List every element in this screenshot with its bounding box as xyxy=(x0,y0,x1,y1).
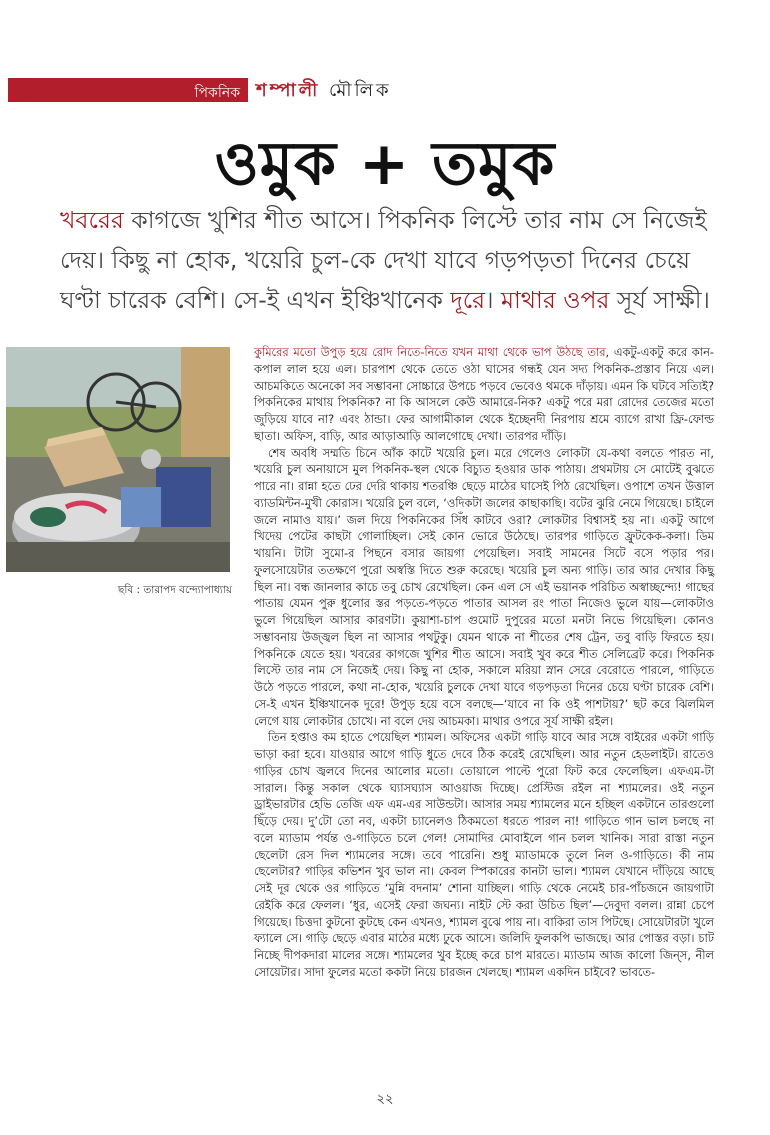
paragraph-3: তিন হপ্তাও কম হাতে পেয়েছিল শ্যামল। অফিসের একটা গাড়ি যাবে আর সঙ্গে বাইরের একটা গাড়ি ভাড়া করা হবে। যাওয়ার আগে গাড়ি ধুতে দেবে ঠিক করেই রেখেছিল। আর নতুন হেডলাইট। রাতেও গাড়ির চোখ জ্বলবে দিনের আলোর মতো। তোয়ালে পাল্টে পুরো ফিট করে ফেলেছিল। এফএম-টা সারাল। কিন্তু সকাল থেকে ঘ্যাসঘ্যাস আওয়াজ দিচ্ছে। প্রেস্টিজ রইল না শ্যামলের। ওই নতুন ড্রাইভারটার হেভি তেজি এফ এম-এর সাউন্ডটা। আসার সময় শ্যামলের মনে হচ্ছিল একটানে তারগুলো ছিঁড়ে দেয়। দু’টো তো নব, একটা চ্যানেলও ঠিকমতো ধরতে পারল না! গাড়িতে গান ভাল চলছে না বলে ম্যাডাম পর্যন্ত ও-গাড়িতে চলে গেল! সোমাদির মোবাইলে গান চলল খানিক। সারা রাস্তা নতুন ছেলেটা রেস দিল শ্যামলের সঙ্গে। তবে পারেনি। শুধু ম্যাডামকে তুলে নিল ও-গাড়িতে। কী নাম ছেলেটার? গাড়ির কভিশন খুব ভাল না। কেবল স্পিকারের কানটা ভাল। শ্যামল যেখানে দাঁড়িয়ে আছে সেই দূর থেকে ওর গাড়িতে ‘মুন্নি বদনাম’ শোনা যাচ্ছিল। গাড়ি থেকে নেমেই চার-পাঁচজনে জায়গাটা রেইকি করে ফেলল। ‘ধুর, এসেই ফেরা জঘন্য। নাইট স্টে করা উচিত ছিল’—দেবুদা বলল। রান্না চেপে গিয়েছে। চিত্তদা কুটনো কুটছে কেন এখনও, শ্যামল বুঝে পায় না। বাকিরা তাস পিটছে। সোয়েটারটা খুলে ফ্যালে সে। গাড়ি ছেড়ে এবার মাঠের মধ্যে ঢুকে আসে। জলিদি ফুলকপি ভাজছে। আর পোস্তর বড়া। চাট নিচ্ছে দীপকদারা মালের সঙ্গে। শ্যামলের খুব ইচ্ছে করে চাপ মারতে। ম্যাডাম আজ কালো জিন্‌স, নীল সোয়েটার। সাদা ফুলের মতো ককটা নিয়ে চারজন খেলছে। শ্যামল একদিন চাইবে? ভাবতে- xyxy=(254,730,714,979)
intro-highlight-2: মাথার ওপর xyxy=(500,286,610,314)
author-last-name: মৌলিক xyxy=(329,80,392,101)
intro-part2: । xyxy=(485,286,501,314)
article-title: ওমুক + তমুক xyxy=(214,129,556,199)
picnic-photo xyxy=(6,347,230,572)
intro-highlight-1: দূরে xyxy=(450,286,486,314)
page-number: ২২ xyxy=(376,1092,394,1107)
article-lead-phrase: কুমিরের মতো উপুড় হয়ে রোদ নিতে-নিতে যখন মাথা থেকে ভাপ উঠছে তার xyxy=(254,345,606,359)
paragraph-2: শেষ অবধি সম্মতি চিনে আঁক কাটে খয়েরি চুল। মরে গেলেও লোকটা যে-কথা বলতে পারত না, খয়েরি চুল অনায়াসে মুল পিকনিক-স্থল থেকে বিচ্যুত হওয়ার ডাক পাঠায়। প্রথমটায় সে মোটেই বুঝতে পারে না। রান্না হতে ঢের দেরি থাকায় শতরঞ্চি ছেড়ে মাঠের ঘাসেই পিঠ রেখেছিল। ওপাশে তখন উত্তাল ব্যাডমিন্টন-মুখী কোরাস। খয়েরি চুল বলে, ‘ওদিকটা জলের কাছাকাছি। বটের ঝুরি নেমে গিয়েছে। চাইলে জলে নামাও যায়।’ জল দিয়ে পিকনিকের সিঁধ কাটবে ওরা? লোকটার বিশ্বাসই হয় না। একটু আগে খিদেয় পেটের কাছটা গোলাচ্ছিল। সেই কোন ভোরে উঠেছে। তারপর গাড়িতে ফ্রুটকেক-কলা। ডিম খায়নি। টাটা সুমো-র পিছনে বসার জায়গা পেয়েছিল। সবাই সামনের সিটে বসে পড়ার পর। ফুলসোয়েটার ততক্ষণে পুরো অস্বস্তি দিতে শুরু করেছে। খয়েরি চুল অন্য গাড়ি। তার আর দেখার কিছু ছিল না। বন্ধ জানলার কাচে তবু চোখ রেখেছিল। কেন এল সে এই ভয়ানক পরিচিত অস্বাচ্ছন্দ্যে! গাছের পাতায় যেমন পুরু ধুলোর স্তর পড়তে-পড়তে পাতার আসল রং পাতা নিজেও ভুলে যায়—লোকটাও ভুলে গিয়েছিল আসার কারণটা। কুয়াশা-চাপ গুমোট দুপুরের মতো মনটা নিভে গিয়েছিল। কোনও সম্ভাবনায় উজ্জ্বল ছিল না আসার পথটুকু। যেমন থাকে না শীতের শেষ ট্রেন, তবু বাড়ি ফিরতে হয়। পিকনিকে যেতে হয়। খবরের কাগজে খুশির শীত আসে। সবাই খুব করে শীত সেলিব্রেট করে। পিকনিক লিস্টে তার নাম সে নিজেই দেয়। কিছু না হোক, সকালে মরিয়া স্নান সেরে বেরোতে পারলে, গাড়িতে উঠে পড়তে পারলে, কথা না-হোক, খয়েরি চুলকে দেখা যাবে গড়পড়তা দিনের চেয়ে ঘণ্টা চারেক বেশি। সে-ই এখন ইঞ্চিখানেক দূরে! উপুড় হয়ে বসে বলছে—‘যাবে না কি ওই পাশটায়?’ ছট করে ঝিলমিল লেগে যায় লোকটার চোখে। না বলে দেয় আচমকা। মাথার ওপরে সূর্য সাক্ষী রইল। xyxy=(254,445,714,728)
author-first-name: শম্পালী xyxy=(256,80,321,101)
intro-lead: খবরের xyxy=(60,206,124,234)
intro-standfirst xyxy=(60,200,720,320)
paragraph-1 xyxy=(254,344,714,445)
article-body xyxy=(254,344,714,981)
byline xyxy=(256,76,392,107)
photo-caption: ছবি : তারাপদ বন্দ্যোপাধ্যায় xyxy=(118,584,233,596)
intro-part3: সূর্য সাক্ষী। xyxy=(609,286,710,314)
section-banner xyxy=(8,78,248,102)
intro-part1: কাগজে খুশির শীত আসে। পিকনিক লিস্টে তার নাম সে নিজেই দেয়। কিছু না হোক, খয়েরি চুল-কে দেখা যাবে গড়পড়তা দিনের চেয়ে ঘণ্টা চারেক বেশি। সে-ই এখন ইঞ্চিখানেক xyxy=(60,206,707,314)
paragraph-1-text: , একটু-একটু করে কান-কপাল লাল হয়ে এল। চারপাশ থেকে তেতে ওঠা ঘাসের গন্ধই যেন সদ্য পিকনিক-প্রস্তাব নিয়ে এল। আচমকিতে অনেকো সব সম্ভাবনা সোচ্চারে উপচে পড়বে ভেবেও থমকে দাঁড়ায়। এমন কি ঘটবে সত্যিই? পিকনিকের মাথায় পিকনিক? না কি আসলে কেউ আমারে-নিক? একটু পরে মরা রোদের তেজের মতো জুড়িয়ে যাবে না? এবং ঠান্ডা। ফের আগামীকাল থেকে ইচ্ছেনদী নিরপায় শ্রমে ব্যাগে রাখা ফ্রি-ফোল্ড ছাতা। অফিস, বাড়ি, আর আড়াআড়ি আলগোছে দেখা। তারপর দাঁড়ি। xyxy=(254,345,714,443)
section-label: পিকনিক xyxy=(194,85,240,101)
